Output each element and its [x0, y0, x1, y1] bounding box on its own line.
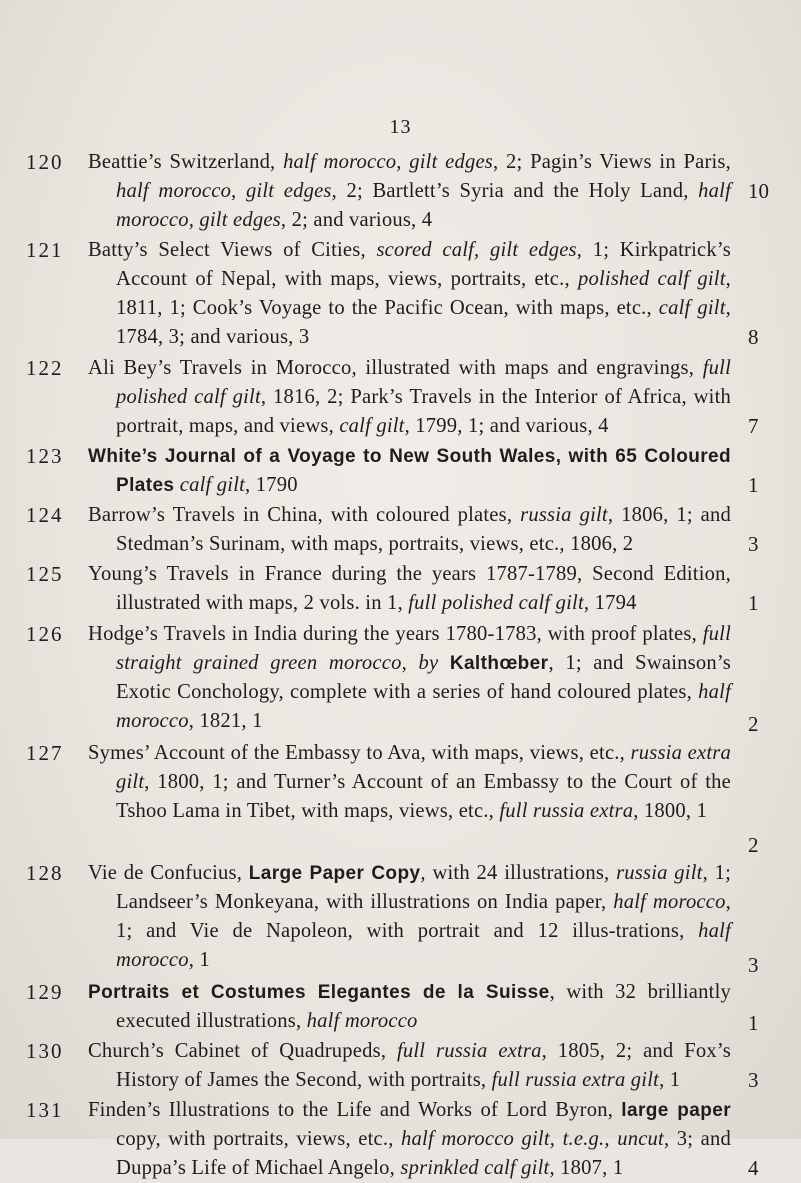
lot-description [88, 1037, 731, 1095]
description-text: , 3; and Duppa’s Life of Michael Angelo, [116, 1128, 731, 1179]
description-text: , 2; and various, 4 [280, 209, 433, 231]
lot-description [88, 148, 731, 235]
description-text: , 1821, 1 [188, 710, 263, 732]
description-text: , 1; and Swainson’s Exotic Conchology, complete with a series of hand coloured plates, [116, 652, 731, 703]
lot-description [88, 978, 731, 1036]
description-text: , 1807, 1 [549, 1157, 624, 1179]
lot-number: 129 [26, 980, 64, 1004]
description-text: Finden’s Illustrations to the Life and Works of Lord Byron, [88, 1099, 622, 1121]
binding-style-text: scored calf, gilt edges [376, 239, 577, 261]
description-text: , 1811, 1; Cook’s Voyage to the Pacific Ocean, with maps, etc., [116, 268, 731, 319]
description-text: Beattie’s Switzerland, [88, 151, 284, 173]
emphasis-text: Kalthœber [449, 653, 549, 674]
description-text: , 1; Landseer’s Monkeyana, with illustrations on India paper, [116, 862, 732, 913]
lot-number: 124 [26, 503, 64, 527]
lot-quantity: 1 [748, 591, 759, 615]
lot-description [88, 354, 731, 441]
lot-quantity: 1 [748, 473, 759, 497]
description-text: Ali Bey’s Travels in Morocco, illustrated with maps and engravings, [88, 357, 703, 379]
emphasis-text: Large Paper Copy [248, 863, 421, 884]
binding-style-text: full straight grained green morocco, by [116, 623, 731, 674]
emphasis-text: large paper [621, 1100, 731, 1121]
binding-style-text: full russia extra gilt [491, 1069, 660, 1091]
binding-style-text: russia gilt [616, 862, 703, 884]
lot-quantity: 7 [748, 414, 759, 438]
description-text: , 1799, 1; and various, 4 [404, 415, 609, 437]
binding-style-text: half morocco, gilt edges [116, 180, 731, 231]
binding-style-text: full russia extra [396, 1040, 542, 1062]
description-text: , 1 [659, 1069, 681, 1091]
lot-number: 120 [26, 150, 64, 174]
description-text: , 1; Kirkpatrick’s Account of Nepal, with maps, views, portraits, etc., [116, 239, 731, 290]
description-text: , 2; Bartlett’s Syria and the Holy Land, [331, 180, 699, 202]
lot-quantity: 3 [748, 953, 759, 977]
description-text: Hodge’s Travels in India during the years 1780-1783, with proof plates, [88, 623, 703, 645]
description-text: Barrow’s Travels in China, with coloured plates, [88, 504, 521, 526]
description-text: , 2; Pagin’s Views in Paris, [493, 151, 731, 173]
lot-quantity: 1 [748, 1011, 759, 1035]
lot-number: 123 [26, 444, 64, 468]
lot-description [88, 739, 731, 826]
lot-description [88, 560, 731, 618]
description-text: Vie de Confucius, [88, 862, 249, 884]
emphasis-text: Portraits et Costumes Elegantes de la Suisse [88, 982, 550, 1003]
lot-quantity: 2 [748, 833, 759, 857]
lot-description [88, 620, 731, 736]
lot-number: 126 [26, 622, 64, 646]
binding-style-text: half morocco [306, 1010, 418, 1032]
lot-quantity: 2 [748, 712, 759, 736]
lot-number: 121 [26, 238, 64, 262]
binding-style-text: full polished calf gilt [408, 592, 584, 614]
description-text: , 1; and Vie de Napoleon, with portrait and 12 illus-trations, [116, 891, 731, 942]
binding-style-text: sprinkled calf gilt [400, 1157, 550, 1179]
binding-style-text: half morocco [116, 920, 731, 971]
lot-number: 125 [26, 562, 64, 586]
lot-description [88, 859, 731, 975]
lot-quantity: 3 [748, 532, 759, 556]
lot-number: 122 [26, 356, 64, 380]
binding-style-text: polished calf gilt [578, 268, 726, 290]
lot-quantity: 3 [748, 1068, 759, 1092]
description-text: , 1 [188, 949, 210, 971]
description-text: Batty’s Select Views of Cities, [88, 239, 377, 261]
binding-style-text: half morocco [116, 681, 731, 732]
description-text: copy, with portraits, views, etc., [116, 1128, 402, 1150]
binding-style-text: calf gilt [658, 297, 726, 319]
binding-style-text: full polished calf gilt [116, 357, 731, 408]
description-text: Young’s Travels in France during the years 1787-1789, Second Edition, illustrated with maps, 2 vols. in 1, [88, 563, 731, 614]
lot-quantity: 10 [748, 179, 769, 203]
lot-number: 131 [26, 1098, 64, 1122]
lot-number: 130 [26, 1039, 64, 1063]
description-text: , 1800, 1; and Turner’s Account of an Embassy to the Court of the Tshoo Lama in Tibet, with maps, views, etc., [116, 771, 731, 822]
binding-style-text: half morocco, gilt edges [116, 180, 332, 202]
binding-style-text: half morocco gilt, t.e.g., uncut [401, 1128, 664, 1150]
description-text: , 1805, 2; and Fox’s History of James the Second, with portraits, [116, 1040, 731, 1091]
lot-quantity: 4 [748, 1156, 759, 1180]
description-text: , 1800, 1 [633, 800, 708, 822]
description-text: , 1784, 3; and various, 3 [116, 297, 732, 348]
lot-description [88, 442, 731, 500]
binding-style-text: russia extra gilt [116, 742, 731, 793]
description-text: , with 24 illustrations, [420, 862, 617, 884]
binding-style-text: calf gilt [339, 415, 405, 437]
description-text: , with 32 brilliantly executed illustrations, [116, 981, 731, 1032]
lot-number: 127 [26, 741, 64, 765]
description-text: , 1806, 1; and Stedman’s Surinam, with maps, portraits, views, etc., 1806, 2 [116, 504, 732, 555]
binding-style-text: half morocco [613, 891, 726, 913]
binding-style-text: full russia extra [499, 800, 634, 822]
description-text: Symes’ Account of the Embassy to Ava, with maps, views, etc., [88, 742, 631, 764]
lot-description [88, 1096, 731, 1183]
description-text: , 1794 [583, 592, 637, 614]
description-text: , 1790 [245, 474, 298, 496]
description-text: , 1816, 2; Park’s Travels in the Interior of Africa, with portrait, maps, and views, [116, 386, 731, 437]
page-number: 13 [389, 116, 412, 138]
lot-number: 128 [26, 861, 64, 885]
description-text: Church’s Cabinet of Quadrupeds, [88, 1040, 397, 1062]
lot-description [88, 501, 731, 559]
binding-style-text: russia gilt [520, 504, 608, 526]
binding-style-text: half morocco, gilt edges [283, 151, 494, 173]
lot-quantity: 8 [748, 325, 759, 349]
binding-style-text: calf gilt [179, 474, 246, 496]
emphasis-text: White’s Journal of a Voyage to New South Wales, with 65 Coloured Plates [88, 446, 731, 496]
lot-description [88, 236, 731, 352]
